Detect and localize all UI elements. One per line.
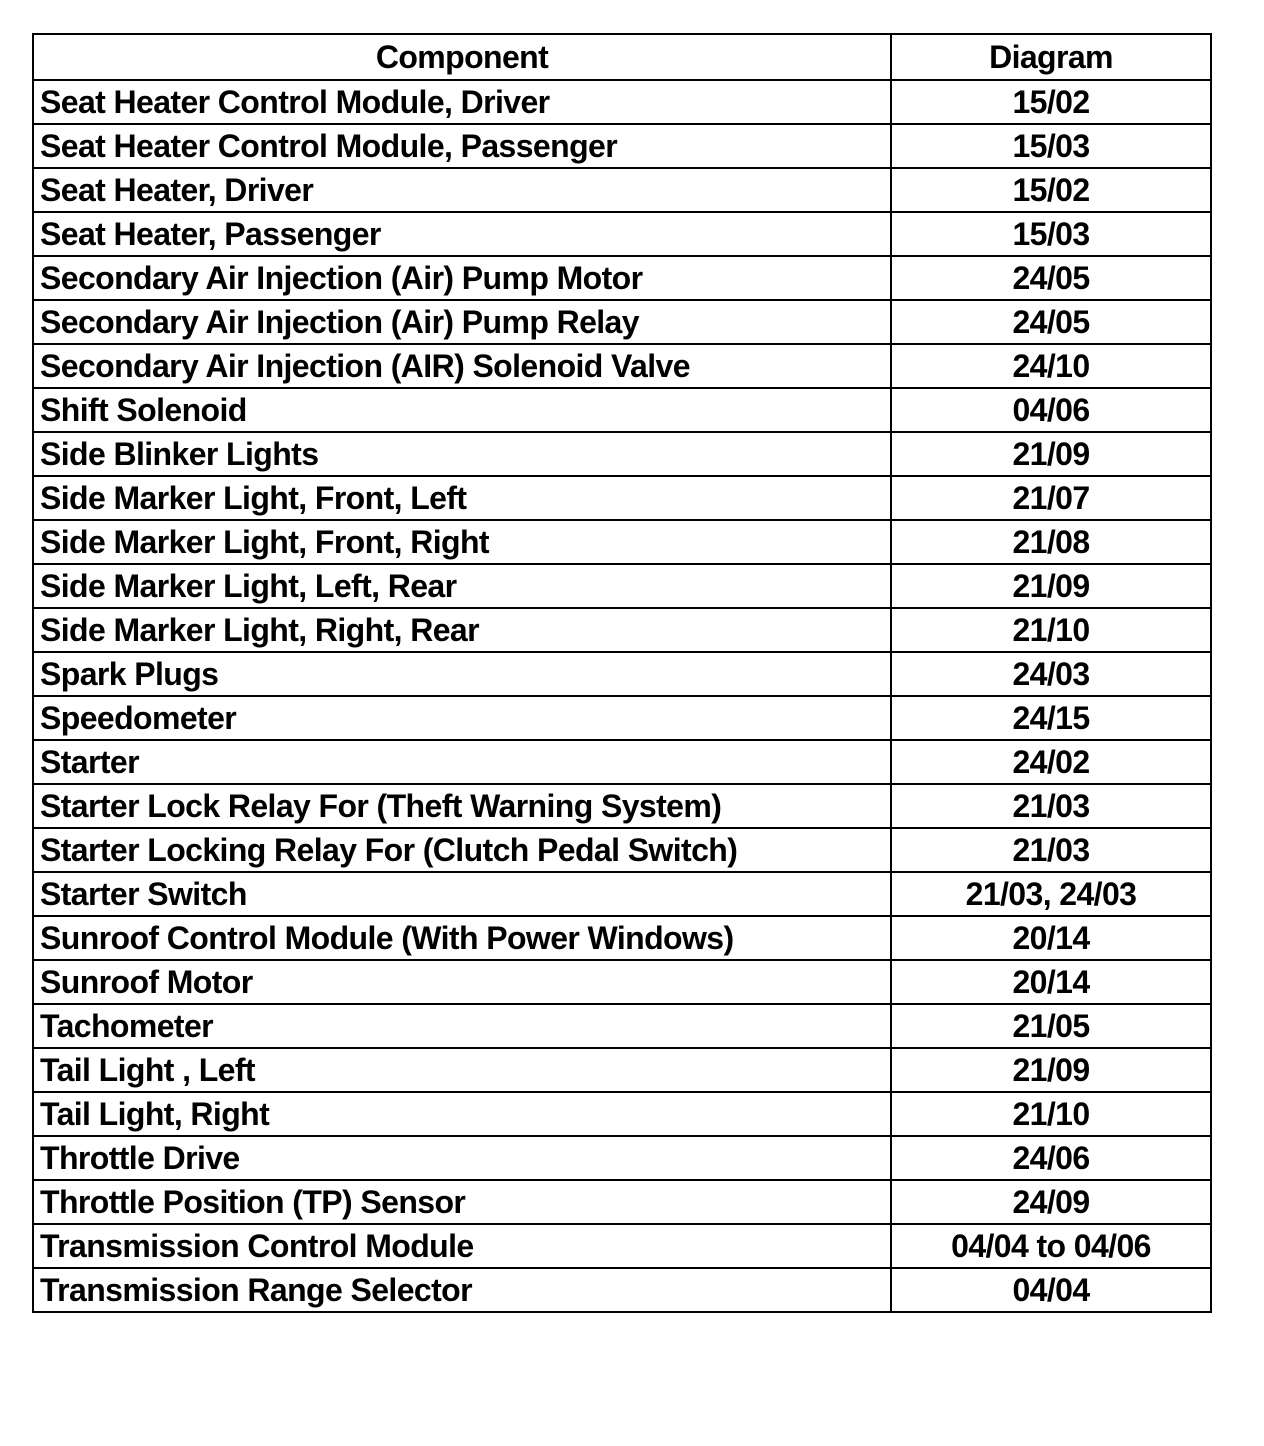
diagram-cell: 24/02 <box>891 740 1211 784</box>
table-row <box>33 1092 1211 1136</box>
component-cell: Transmission Range Selector <box>33 1268 891 1312</box>
component-cell: Starter Lock Relay For (Theft Warning System) <box>33 784 891 828</box>
table-row <box>33 652 1211 696</box>
component-cell: Seat Heater Control Module, Passenger <box>33 124 891 168</box>
table-row <box>33 784 1211 828</box>
diagram-cell: 24/05 <box>891 256 1211 300</box>
diagram-cell: 21/09 <box>891 432 1211 476</box>
diagram-cell: 21/05 <box>891 1004 1211 1048</box>
table-row <box>33 388 1211 432</box>
diagram-cell: 24/15 <box>891 696 1211 740</box>
diagram-cell: 24/09 <box>891 1180 1211 1224</box>
table-row <box>33 1268 1211 1312</box>
table-row <box>33 564 1211 608</box>
diagram-cell: 15/03 <box>891 124 1211 168</box>
component-cell: Starter Switch <box>33 872 891 916</box>
diagram-cell: 20/14 <box>891 960 1211 1004</box>
component-cell: Transmission Control Module <box>33 1224 891 1268</box>
component-cell: Sunroof Control Module (With Power Windows) <box>33 916 891 960</box>
table-row <box>33 696 1211 740</box>
table-row <box>33 1180 1211 1224</box>
component-cell: Side Marker Light, Right, Rear <box>33 608 891 652</box>
diagram-cell: 21/10 <box>891 1092 1211 1136</box>
table-row <box>33 1048 1211 1092</box>
table-row <box>33 476 1211 520</box>
table-row <box>33 300 1211 344</box>
component-cell: Side Marker Light, Front, Right <box>33 520 891 564</box>
table-row <box>33 212 1211 256</box>
header-row <box>33 34 1211 80</box>
component-cell: Seat Heater Control Module, Driver <box>33 80 891 124</box>
table-row <box>33 344 1211 388</box>
table-row <box>33 520 1211 564</box>
table-row <box>33 432 1211 476</box>
table-header <box>33 34 1211 80</box>
table-row <box>33 916 1211 960</box>
component-cell: Secondary Air Injection (AIR) Solenoid Valve <box>33 344 891 388</box>
table-row <box>33 256 1211 300</box>
component-cell: Starter <box>33 740 891 784</box>
component-cell: Tachometer <box>33 1004 891 1048</box>
table-body <box>33 80 1211 1312</box>
component-cell: Tail Light, Right <box>33 1092 891 1136</box>
table-row <box>33 80 1211 124</box>
table-row <box>33 1004 1211 1048</box>
component-cell: Speedometer <box>33 696 891 740</box>
component-cell: Shift Solenoid <box>33 388 891 432</box>
diagram-cell: 21/10 <box>891 608 1211 652</box>
component-cell: Throttle Drive <box>33 1136 891 1180</box>
diagram-cell: 21/03 <box>891 828 1211 872</box>
component-cell: Starter Locking Relay For (Clutch Pedal Switch) <box>33 828 891 872</box>
diagram-cell: 24/06 <box>891 1136 1211 1180</box>
component-cell: Seat Heater, Passenger <box>33 212 891 256</box>
diagram-cell: 24/03 <box>891 652 1211 696</box>
diagram-cell: 21/03, 24/03 <box>891 872 1211 916</box>
diagram-cell: 24/10 <box>891 344 1211 388</box>
table-row <box>33 872 1211 916</box>
diagram-cell: 15/02 <box>891 168 1211 212</box>
component-cell: Sunroof Motor <box>33 960 891 1004</box>
table-row <box>33 828 1211 872</box>
table-row <box>33 168 1211 212</box>
diagram-cell: 21/07 <box>891 476 1211 520</box>
table-row <box>33 740 1211 784</box>
table-row <box>33 960 1211 1004</box>
table-row <box>33 1136 1211 1180</box>
component-cell: Secondary Air Injection (Air) Pump Motor <box>33 256 891 300</box>
diagram-cell: 04/04 <box>891 1268 1211 1312</box>
diagram-cell: 15/02 <box>891 80 1211 124</box>
diagram-cell: 21/09 <box>891 564 1211 608</box>
component-cell: Secondary Air Injection (Air) Pump Relay <box>33 300 891 344</box>
component-cell: Side Marker Light, Front, Left <box>33 476 891 520</box>
component-cell: Tail Light , Left <box>33 1048 891 1092</box>
component-cell: Side Blinker Lights <box>33 432 891 476</box>
diagram-cell: 15/03 <box>891 212 1211 256</box>
table-row <box>33 1224 1211 1268</box>
diagram-cell: 21/09 <box>891 1048 1211 1092</box>
diagram-cell: 21/03 <box>891 784 1211 828</box>
component-cell: Spark Plugs <box>33 652 891 696</box>
diagram-cell: 04/04 to 04/06 <box>891 1224 1211 1268</box>
diagram-cell: 21/08 <box>891 520 1211 564</box>
table-row <box>33 124 1211 168</box>
component-diagram-table <box>32 33 1212 1313</box>
component-cell: Side Marker Light, Left, Rear <box>33 564 891 608</box>
column-header-component: Component <box>33 34 891 80</box>
component-cell: Throttle Position (TP) Sensor <box>33 1180 891 1224</box>
column-header-diagram: Diagram <box>891 34 1211 80</box>
diagram-cell: 24/05 <box>891 300 1211 344</box>
diagram-cell: 04/06 <box>891 388 1211 432</box>
component-cell: Seat Heater, Driver <box>33 168 891 212</box>
diagram-cell: 20/14 <box>891 916 1211 960</box>
table-row <box>33 608 1211 652</box>
